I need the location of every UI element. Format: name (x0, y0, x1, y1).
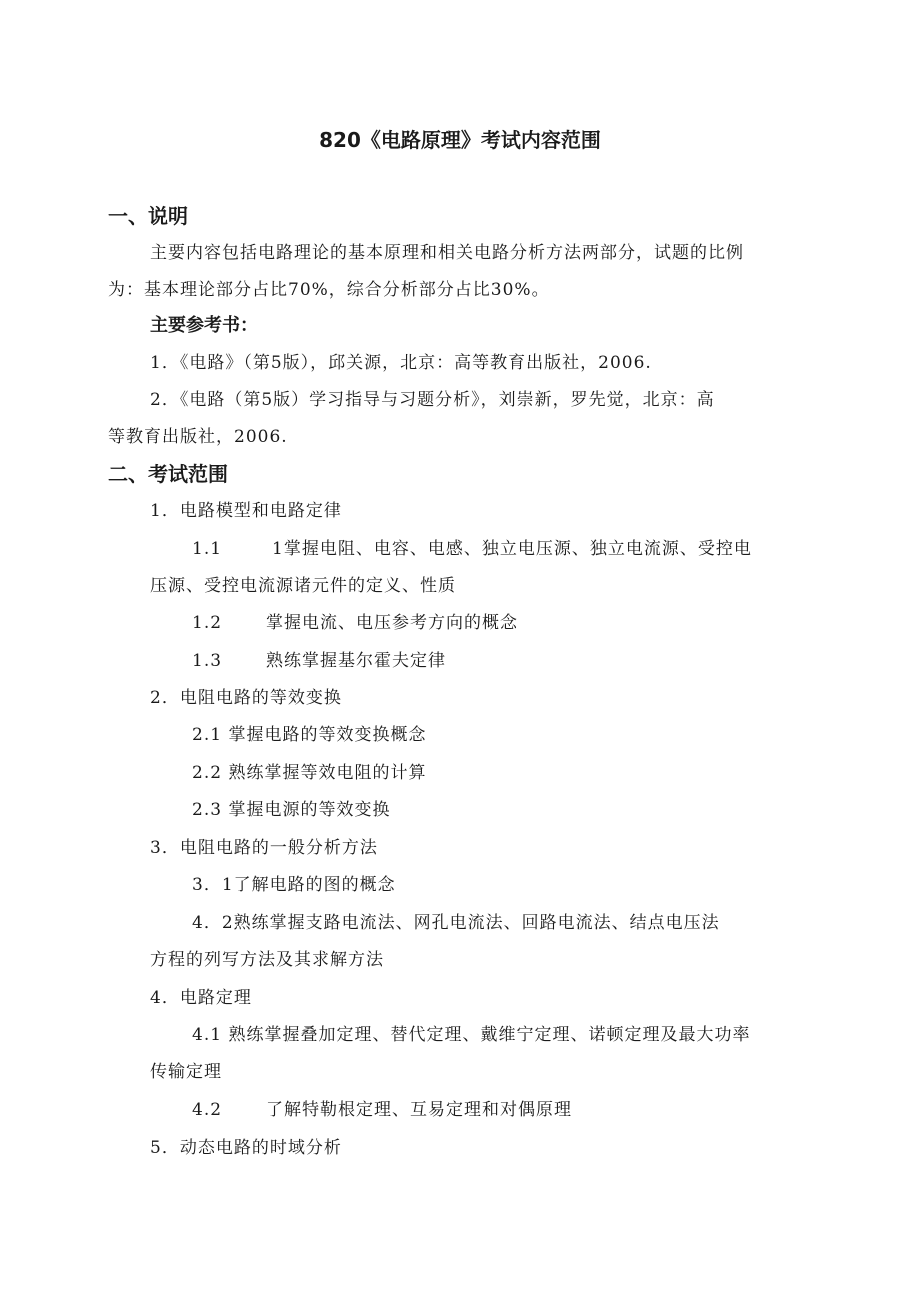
list-item (192, 1098, 572, 1122)
list-item: 4．2熟练掌握支路电流法、网孔电流法、回路电流法、结点电压法 (192, 913, 720, 933)
list-item (192, 611, 518, 635)
list-item-continuation: 传输定理 (150, 1062, 222, 1082)
item-number: 1.2 (192, 613, 223, 633)
chapter-3-title: 3．电阻电路的一般分析方法 (150, 838, 378, 858)
intro-paragraph-line-1: 主要内容包括电路理论的基本原理和相关电路分析方法两部分，试题的比例 (150, 243, 744, 263)
item-number: 1.3 (192, 651, 223, 671)
section-heading-exam-scope: 二、考试范围 (108, 462, 228, 486)
references-heading: 主要参考书： (150, 315, 258, 336)
list-item-continuation: 方程的列写方法及其求解方法 (150, 950, 384, 970)
chapter-5-title: 5．动态电路的时域分析 (150, 1138, 342, 1158)
item-text: 1掌握电阻、电容、电感、独立电压源、独立电流源、受控电 (272, 539, 752, 559)
item-text: 熟练掌握基尔霍夫定律 (266, 651, 446, 671)
item-text: 掌握电流、电压参考方向的概念 (266, 613, 518, 633)
list-item: 2.1 掌握电路的等效变换概念 (192, 725, 427, 745)
reference-book-2-line-2: 等教育出版社，2006. (108, 427, 288, 447)
item-number: 4.2 (192, 1100, 223, 1120)
list-item-continuation: 压源、受控电流源诸元件的定义、性质 (150, 576, 456, 596)
page-title: 820《电路原理》考试内容范围 (319, 128, 601, 152)
intro-paragraph-line-2: 为：基本理论部分占比70%，综合分析部分占比30%。 (108, 280, 550, 300)
list-item (192, 537, 752, 561)
chapter-2-title: 2．电阻电路的等效变换 (150, 688, 342, 708)
chapter-1-title: 1．电路模型和电路定律 (150, 501, 342, 521)
list-item: 2.2 熟练掌握等效电阻的计算 (192, 763, 427, 783)
reference-book-1: 1．《电路》（第5版），邱关源，北京：高等教育出版社，2006. (150, 353, 652, 373)
item-text: 了解特勒根定理、互易定理和对偶原理 (266, 1100, 572, 1120)
list-item (192, 649, 446, 673)
list-item: 2.3 掌握电源的等效变换 (192, 800, 391, 820)
list-item: 4.1 熟练掌握叠加定理、替代定理、戴维宁定理、诺顿定理及最大功率 (192, 1025, 751, 1045)
item-number: 1.1 (192, 539, 223, 559)
chapter-4-title: 4．电路定理 (150, 988, 252, 1008)
section-heading-explanation: 一、说明 (108, 204, 188, 228)
list-item: 3．1了解电路的图的概念 (192, 875, 396, 895)
reference-book-2-line-1: 2．《电路（第5版）学习指导与习题分析》，刘崇新，罗先觉，北京：高 (150, 390, 715, 410)
